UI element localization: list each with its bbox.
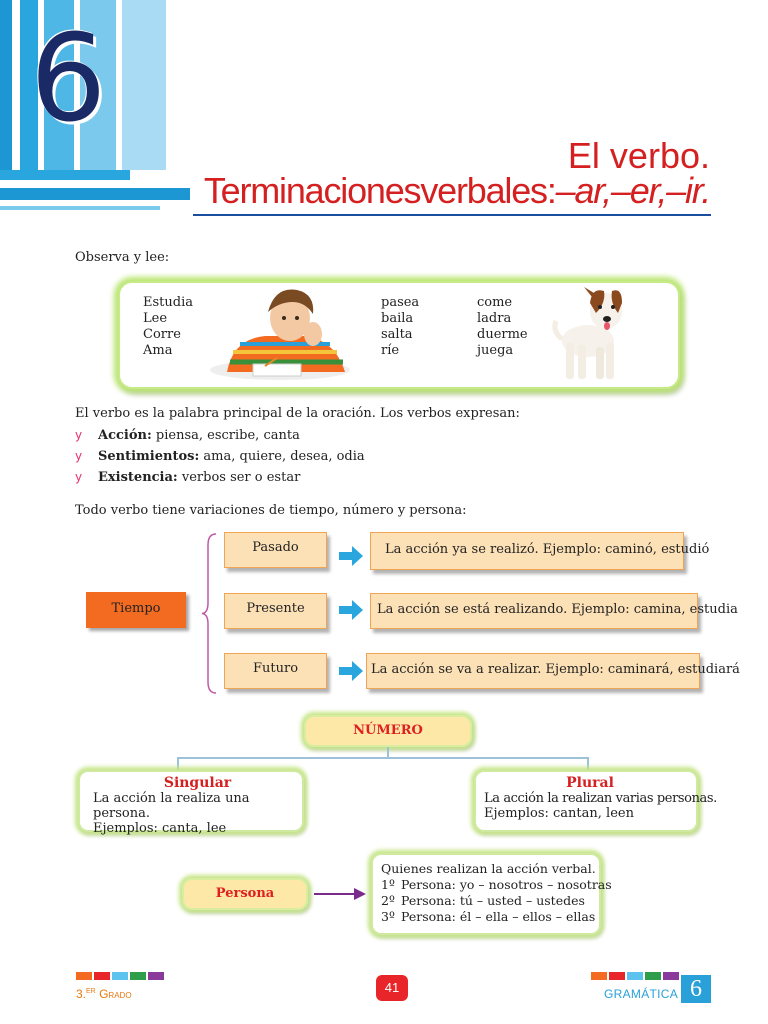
chapter-number: 6 <box>30 10 107 149</box>
page-title-line2 <box>204 170 710 212</box>
title-main: Terminacionesverbales: <box>203 170 556 211</box>
connector-line <box>387 747 389 758</box>
bullet-text: ama, quiere, desea, odia <box>199 449 365 464</box>
bullet-icon: y <box>75 470 83 484</box>
dog-image <box>548 281 634 385</box>
plural-line2: Ejemplos: cantan, leen <box>484 806 634 821</box>
verb-word: Ama <box>143 343 173 358</box>
observe-column-2 <box>381 295 419 359</box>
observe-column-3 <box>477 295 528 359</box>
tiempo-label: Tiempo <box>86 592 186 628</box>
bullet-term: Acción: <box>98 428 152 443</box>
footer-chapter-number: 6 <box>681 975 711 1003</box>
verb-word: ríe <box>381 343 400 358</box>
bullet-text: piensa, escribe, canta <box>151 428 300 443</box>
verb-word: Lee <box>143 311 168 326</box>
tense-futuro: Futuro <box>224 653 327 689</box>
verb-word: Corre <box>143 327 181 342</box>
list-item <box>75 449 365 470</box>
bullet-term: Existencia: <box>98 470 178 485</box>
list-item <box>75 470 365 491</box>
persona-text: Persona: yo – nosotros – nosotras <box>401 877 612 892</box>
connector-line <box>587 757 589 771</box>
arrow-right-icon <box>339 546 363 566</box>
persona-text: Persona: tú – usted – ustedes <box>401 893 585 908</box>
verb-word: ladra <box>477 311 512 326</box>
bullet-icon: y <box>75 449 83 463</box>
title-endings: –ar,–er,–ir. <box>555 170 710 211</box>
plural-box <box>474 770 717 832</box>
singular-line2: Ejemplos: canta, lee <box>93 821 227 836</box>
persona-ordinal: 3º <box>381 909 395 924</box>
footer-section: GRAMÁTICA <box>604 987 679 1001</box>
persona-row <box>381 893 599 909</box>
variations-text: Todo verbo tiene variaciones de tiempo, número y persona: <box>75 503 467 518</box>
verb-word: juega <box>477 343 514 358</box>
page-number: 41 <box>376 975 408 1001</box>
arrow-right-icon <box>314 887 366 901</box>
tense-description: La acción ya se realizó. Ejemplo: caminó, estudió <box>370 532 684 570</box>
bullet-icon: y <box>75 428 83 442</box>
singular-heading: Singular <box>163 775 232 791</box>
persona-label: Persona <box>182 878 308 910</box>
verb-word: Estudia <box>143 295 193 310</box>
brace-icon <box>200 533 218 694</box>
expression-list <box>75 428 365 491</box>
title-underline <box>193 214 711 216</box>
verb-word: salta <box>381 327 413 342</box>
persona-row <box>381 877 612 893</box>
arrow-right-icon <box>339 600 363 620</box>
child-studying-image <box>205 284 355 382</box>
bullet-term: Sentimientos: <box>98 449 200 464</box>
persona-intro: Quienes realizan la acción verbal. <box>381 861 596 876</box>
persona-box <box>371 853 612 935</box>
persona-row <box>381 909 599 925</box>
verb-word: pasea <box>381 295 420 310</box>
tense-description: La acción se va a realizar. Ejemplo: caminará, estudiará <box>366 653 700 689</box>
verb-word: baila <box>381 311 414 326</box>
singular-line1: La acción la realiza una persona. <box>93 791 250 821</box>
plural-line1: La acción la realizan varias personas. <box>484 791 717 806</box>
numero-label: NÚMERO <box>304 715 472 747</box>
verb-word: duerme <box>477 327 528 342</box>
tense-pasado: Pasado <box>224 532 327 568</box>
list-item <box>75 428 365 449</box>
footer-grade <box>76 987 132 1001</box>
connector-line <box>177 757 179 771</box>
grade-suffix: ER <box>86 988 96 995</box>
tense-presente: Presente <box>224 593 327 629</box>
singular-box <box>78 770 304 836</box>
observe-column-1 <box>143 295 193 359</box>
intro-text: Observa y lee: <box>75 250 170 265</box>
plural-heading: Plural <box>566 775 614 791</box>
persona-text: Persona: él – ella – ellos – ellas <box>401 909 596 924</box>
arrow-right-icon <box>339 661 363 681</box>
page-title-line1: El verbo. <box>567 135 710 176</box>
bullet-text: verbos ser o estar <box>177 470 301 485</box>
connector-line <box>177 757 588 759</box>
tense-description: La acción se está realizando. Ejemplo: camina, estudia <box>370 593 698 629</box>
verb-word: come <box>477 295 513 310</box>
grade-word: Grado <box>99 987 132 1001</box>
grade-number: 3. <box>76 987 87 1001</box>
definition-text: El verbo es la palabra principal de la oración. Los verbos expresan: <box>75 406 520 421</box>
persona-ordinal: 1º <box>381 877 395 892</box>
persona-ordinal: 2º <box>381 893 395 908</box>
